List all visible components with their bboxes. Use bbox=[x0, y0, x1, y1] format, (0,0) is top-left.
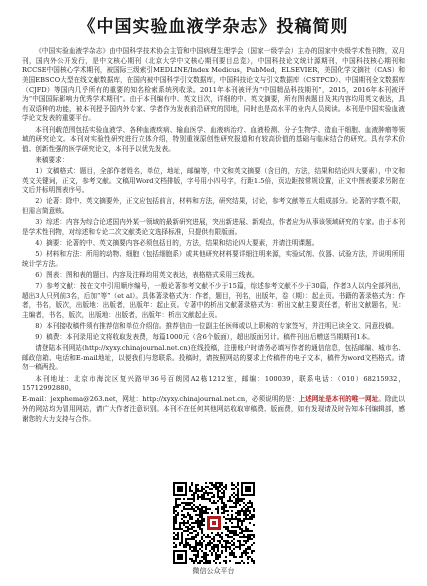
contact-paragraph: E-mail：jexphema@263.net，网址：http://xyxy.chinajournal.net.cn，必须说明的是：上述网址是本刊的唯一网址。除此以外的网站均为冒用网站，请广大作者注意识别。本刊不在任何其他网站收取审稿费、版面费，如有发现请及时告知本刊编辑部，感谢您的大力支持与合作。 bbox=[22, 395, 405, 423]
requirement-item: 9）稿费：本刊录用论文将收取发表费，每篇1000元（含6个版面），超出版面另计。稿件刊出后赠送当期期刊1本。 bbox=[35, 333, 374, 341]
qr-caption: 微信公众平台 bbox=[192, 567, 235, 575]
article-body bbox=[22, 47, 405, 424]
highlighted-note: 上述网址是本刊的唯一网址 bbox=[298, 395, 379, 404]
submission-paragraph: 请登陆本刊网站(http://xyxy.chinajournal.net.cn)在线投稿，注册账户时请务必填写作者的通信信息，包括邮编、城市名、邮政信箱、电话和E-mail地址，以便我们与您联系。投稿时，请按照网站的要求上传稿件的电子文本，稿件为word文档格式。请勿一稿两投。 bbox=[22, 344, 405, 372]
requirement-item: 2）论著：除中、英文摘要外，正文应包括前言，材料和方法，研究结果，讨论，参考文献等五大组成部分。论著的字数不限，但需言简意赅。 bbox=[22, 197, 405, 215]
qr-code-icon bbox=[173, 482, 255, 564]
requirement-item: 3）综述：内容为综合论述国内外某一领域的最新研究进展，突出新进展、新观点，作者应为从事该领域研究的专家。由于本刊是学术性刊物，对综述和专论二次文献类论文选择标准，只提供有限版面。 bbox=[22, 218, 405, 236]
requirement-item: 4）摘要：论著的中、英文摘要内容必须包括目的，方法，结果和结论四大要素，并请注明课题。 bbox=[35, 238, 319, 247]
requirement-item: 5）材料和方法：所用的动物、细胞（包括细胞系）或其他研究材料要详细注明来源，实验试剂、仪器、试验方法，并说明所用统计学方法。 bbox=[22, 250, 405, 268]
scope-paragraph: 本刊刊载范围包括实验血液学、各种血液疾病、输血医学、血液病治疗、血液检测、分子生物学、造血干细胞、血液肿瘤等领域的研究论文。本刊对实验性研究进行立体介绍，特别重视原创性研究报道和有较高价值的基础与临床结合的研究。具有学术价值、创新性强的医学研究论文，本刊予以优先发表。 bbox=[22, 125, 405, 153]
requirement-item: 6）图表：图和表的题目、内容及注释均用英文表达，表格格式采用三线表。 bbox=[35, 270, 259, 279]
requirement-item: 8）本刊接收稿件须有推荐信和单位介绍信。推荐信由一位副主任医师或以上职称的专家签写，并注明已读全文、同意投稿。 bbox=[35, 321, 399, 330]
intro-paragraph: 《中国实验血液学杂志》由中国科学技术协会主管和中国病理生理学会（国家一级学会）主办的国家中央级学术性刊物，双月刊，国内外公开发行，是中文核心期刊（北京大学中文核心期刊要目总览），中国科技论文统计源期刊，中国科技核心期刊和RCCSE中国核心学术期刊，被国际三级索引MEDLINE/Index Medicus，PubMed，ELSEVIER，美国化学文摘社（CAS）和美国EBSCO大型在线文献数据库，在国内被中国科学引文数据库，中国科技论文与引文数据库（CSTPCD）、中国期刊全文数据库（CJFD）等国内几乎所有的重要的知名检索系统列收录。2011年本刊被评为“中国精品科技期刊”，2015，2016年本刊被评为“中国国际影响力优秀学术期刊”。由于本刊编有中、英文目次，详细的中、英文摘要，所有图表题目及其内容均用英文表达，具有双语种的功能，被本刊授予国内外专家、学者作为发表前沿研究的园地，同时也是高水平的业内人员阅读。本刊是中国实验血液学论文发表的重要平台。 bbox=[22, 47, 405, 123]
requirement-item: 7）参考文献：按在文中引用顺序编号，一般论著参考文献不少于15篇，综述参考文献不少于30篇，作者3人以内全部列出，超出3人只列前3名，后加“等”（et al）。具体著录格式为：作者，题目，刊名，出版年，卷（期）：起止页。书籍的著录格式为：作者，书名，版次，出版地：出版者，出版年：起止页。专著中的析出文献著录格式为：析出文献主要责任者，析出文献题名，见：主编者，书名，版次，出版地：出版者，出版年：析出文献起止页。 bbox=[22, 281, 405, 319]
requirement-item: 1）文稿格式：题目，全部作者姓名，单位，地址，邮编等，中文和英文摘要（含目的，方法，结果和结论四大要素），中文和英文关键词，正文，参考文献。文稿用Word文档排版，字号用小四号字，行距1.5倍，页边距按常规设置，正文中图表要求另附在文后并标明图表序号。 bbox=[22, 167, 405, 195]
requirements-heading: 来稿要求： bbox=[35, 155, 69, 164]
address-paragraph: 本刊地址：北京市海淀区复兴路甲36号百朗园A2栋1212室，邮编：100039，联系电话：（010）68215932，15712992880。 bbox=[22, 374, 405, 393]
qr-block bbox=[171, 482, 257, 576]
page-title: 《中国实验血液学杂志》投稿简则 bbox=[78, 17, 349, 37]
